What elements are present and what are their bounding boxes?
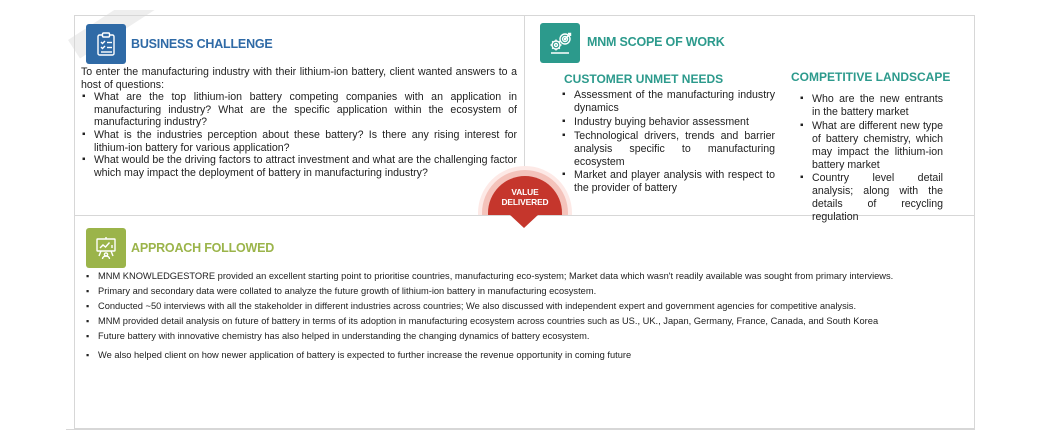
list-item: ▪ Market and player analysis with respect to the provider of battery (561, 169, 775, 195)
customer-unmet-needs-list (561, 89, 775, 196)
list-item: ▪ Technological drivers, trends and barrier analysis specific to manufacturing ecosystem (561, 130, 775, 169)
list-item: ▪ Country level detail analysis; along with the details of recycling regulation (800, 172, 943, 224)
list-item: ▪ Industry buying behavior assessment (561, 116, 775, 129)
approach-item: ▪ Future battery with innovative chemistry has also helped in understanding the changing dynamics of battery ecosystem. (86, 330, 966, 345)
competitive-landscape-list (800, 93, 943, 225)
gears-target-icon (540, 23, 580, 63)
bottom-rule (66, 429, 975, 430)
list-item: ▪ What are different new type of battery chemistry, which may impact the lithium-ion battery market (800, 120, 943, 172)
clipboard-checklist-icon (86, 24, 126, 64)
presentation-chart-icon (86, 228, 126, 268)
scope-of-work-title: MNM SCOPE OF WORK (587, 35, 725, 49)
approach-list (86, 270, 966, 364)
value-delivered-label (498, 187, 552, 207)
business-challenge-intro: To enter the manufacturing industry with their lithium-ion battery, client wanted answers to a host of questions: (81, 66, 517, 91)
question-item: ▪ What would be the driving factors to attract investment and what are the challenging factor which may impact the deployment of battery in manufacturing industry? (81, 154, 517, 179)
business-challenge-body (81, 66, 517, 179)
approach-item: ▪ Conducted ~50 interviews with all the stakeholder in different industries across countries; We also discussed with independent expert and government agencies for competitive analysis. (86, 300, 966, 315)
list-item: ▪ Assessment of the manufacturing industry dynamics (561, 89, 775, 115)
approach-item: ▪ Primary and secondary data were collated to analyze the future growth of lithium-ion battery in manufacturing ecosystem. (86, 285, 966, 300)
approach-item: ▪ MNM provided detail analysis on future of battery in terms of its adoption in manufacturing ecosystem across countries such as US., UK., Japan, Germany, France, Canada, and South Korea (86, 315, 966, 330)
list-item: ▪ Who are the new entrants in the battery market (800, 93, 943, 119)
badge-pointer (509, 214, 539, 228)
approach-item: ▪ We also helped client on how newer application of battery is expected to further increase the revenue opportunity in coming future (86, 349, 966, 364)
badge-line-1: VALUE (511, 187, 539, 197)
customer-unmet-needs-title: CUSTOMER UNMET NEEDS (564, 72, 724, 86)
approach-followed-title: APPROACH FOLLOWED (131, 241, 275, 255)
business-challenge-title: BUSINESS CHALLENGE (131, 37, 273, 51)
approach-item: ▪ MNM KNOWLEDGESTORE provided an excellent starting point to prioritise countries, manufacturing eco-system; Market data which wasn't readily available was sought from primary interviews. (86, 270, 966, 285)
badge-line-2: DELIVERED (501, 197, 549, 207)
competitive-landscape-title: COMPETITIVE LANDSCAPE (791, 70, 951, 84)
question-item: ▪ What is the industries perception about these battery? Is there any rising interest for lithium-ion battery for various application? (81, 129, 517, 154)
question-item: ▪ What are the top lithium-ion battery competing companies with an application in manufacturing industry? What are the specific application within the ecosystem of manufacturing industry? (81, 91, 517, 129)
business-challenge-questions (81, 91, 517, 179)
